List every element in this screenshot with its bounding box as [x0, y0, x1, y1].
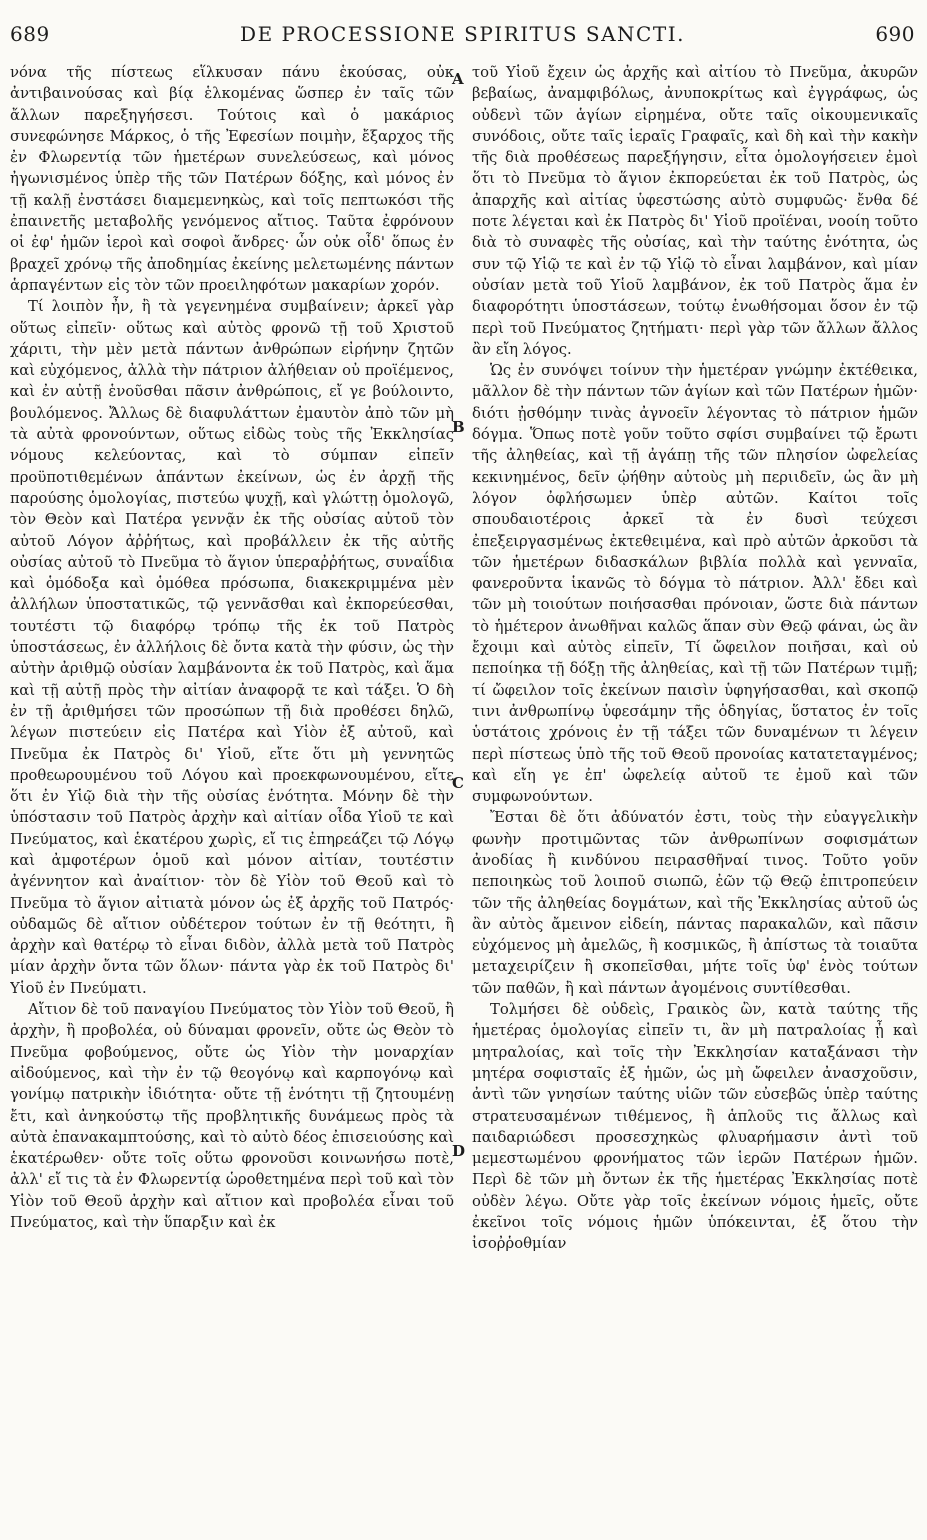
- paragraph: τοῦ Υἱοῦ ἔχειν ὡς ἀρχῆς καὶ αἰτίου τὸ Πνεῦμα, ἀκυρῶν βεβαίως, ἀναμφιβόλως, ἀνυποκρίτως καὶ ἐγγράφως, ὡς οὐδενὶ τῶν ἁγίων εἰρημένα, οὔτε ταῖς οἰκουμενικαῖς συνόδοις, οὔτε ταῖς ἱεραῖς Γραφαῖς, καὶ δὴ καὶ τὴν κακὴν τῆς διὰ προθέσεως παρεξήγησιν, εἶτα ὁμολογήσειεν ἐμοὶ ὅτι τὸ Πνεῦμα τὸ ἅγιον ἐκπορεύεται ἐκ τοῦ Πατρὸς, ὡς ἀπαρχῆς καὶ αἰτίας ὑφεστώσης αὐτὸ συμφυῶς· ἔνθα δέ ποτε λέγεται καὶ ἐκ Πατρὸς δι' Υἱοῦ προϊέναι, νοοίη τοῦτο διὰ τὸ συναφὲς τῆς οὐσίας, καὶ τὴν ταύτης ἑνότητα, ὡς συν τῷ Υἱῷ τε καὶ ἐν τῷ Υἱῷ τὸ εἶναι λαμβάνον, καὶ μίαν οὐσίαν μετὰ τοῦ Υἱοῦ λαμβάνον, ἐκ τοῦ Πατρὸς ἅμα ἐν διαφορότητι ὑποστάσεων, τούτῳ ἑνωθήσομαι ὅσον ἐν τῷ περὶ τοῦ Πνεύματος ζητήματι· περὶ γὰρ τῶν ἄλλων ἄλλος ἂν εἴη λόγος.: [472, 64, 918, 358]
- section-marker-b: B: [452, 418, 465, 436]
- paragraph: Ἔσται δὲ ὅτι ἀδύνατόν ἐστι, τοὺς τὴν εὐαγγελικὴν φωνὴν προτιμῶντας τῶν ἀνθρωπίνων σοφισμάτων ἀνοδίας ἢ κινδύνου πειρασθῆναί τινος. Τοῦτο γοῦν πεποιηκὼς τοῦ λοιποῦ σιωπῶ, ἐῶν τῷ Θεῷ ἐπιτροπεύειν τῶν τῆς ἀληθείας δογμάτων, καὶ τῆς Ἐκκλησίας αὐτοῦ ὡς ἂν αὐτὸς ἄμεινον εἰδείη, πάντας παρακαλῶν, καὶ πᾶσιν εὐχόμενος μὴ ἀμελῶς, ἢ κοσμικῶς, ἢ ἀπίστως τὰ τοιαῦτα μεταχειρίζειν ἢ σκοπεῖσθαι, μήτε τοῖς ὑφ' ἑνὸς τούτων τῶν παθῶν, ἢ καὶ πάντων ἀγομένοις συντίθεσθαι.: [472, 809, 918, 997]
- section-marker-d: D: [452, 1142, 466, 1160]
- section-marker-a: A: [452, 70, 464, 88]
- paragraph: Τολμήσει δὲ οὐδεὶς, Γραικὸς ὢν, κατὰ ταύτης τῆς ἡμετέρας ὁμολογίας εἰπεῖν τι, ἂν μὴ πατραλοίας ᾖ καὶ μητραλοίας, καὶ τοῖς τὴν Ἐκκλησίαν καταξάνασι τὴν μητέρα σοφισταῖς ἐξ ἡμῶν, ὡς μὴ ὤφειλεν ἀνασχοῦσιν, ἀντὶ τῶν γνησίων ταύτης υἱῶν τῶν εὐσεβῶς ὑπὲρ ταύτης στρατευσαμένων τιθέμενος, ἢ ἁπλοῦς τις ἄλλως καὶ παιδαριώδεσι προσεσχηκὼς φλυαρήμασιν ἀντὶ τοῦ μεμεστωμένου φρονήματος τῶν ἱερῶν Πατέρων ἡμῶν. Περὶ δὲ τῶν μὴ ὄντων ἐκ τῆς ἡμετέρας Ἐκκλησίας ποτὲ οὐδὲν λέγω. Οὔτε γὰρ τοῖς ἐκείνων νόμοις ἡμεῖς, οὔτε ἐκεῖνοι τοῖς νόμοις ἡμῶν ὑπόκεινται, ἐξ ὅτου τὴν ἰσοῤῥοθμίαν: [472, 1001, 918, 1253]
- page-header: [10, 14, 915, 54]
- paragraph: Αἴτιον δὲ τοῦ παναγίου Πνεύματος τὸν Υἱὸν τοῦ Θεοῦ, ἢ ἀρχὴν, ἢ προβολέα, οὐ δύναμαι φρονεῖν, οὔτε ὡς Θεὸν τὸ Πνεῦμα φοβούμενος, οὔτε ὡς Υἱὸν τὴν μοναρχίαν αἰδούμενος, καὶ τὴν ἐν τῷ θεογόνῳ καὶ καρπογόνῳ καὶ γονίμῳ πατρικὴν ἰδιότητα· οὔτε τῇ ἑνότητι τῇ ζητουμένῃ ἔτι, καὶ ἀνηκούστῳ τῆς προβλητικῆς δυνάμεως πρὸς τὰ αὐτὰ ἐπανακαμπτούσης, καὶ τὸ αὐτὸ δέος ἐπισειούσης καὶ ἑκατέρωθεν· οὔτε τοῖς οὕτω φρονοῦσι κοινωνήσω ποτὲ, ἀλλ' εἴ τις τὰ ἐν Φλωρεντίᾳ ὡροθετημένα περὶ τοῦ καὶ τὸν Υἱὸν τοῦ Θεοῦ ἀρχὴν καὶ αἴτιον καὶ προβολέα εἶναι τοῦ Πνεύματος, καὶ τὴν ὕπαρξιν καὶ ἐκ: [10, 1001, 454, 1232]
- left-column: [10, 62, 454, 1532]
- paragraph: Τί λοιπὸν ἦν, ἢ τὰ γεγενημένα συμβαίνειν; ἀρκεῖ γὰρ οὕτως εἰπεῖν· οὕτως καὶ αὐτὸς φρονῶ τῇ τοῦ Χριστοῦ χάριτι, τὴν μὲν μετὰ πάντων ἀνθρώπων εἰρήνην ζητῶν καὶ εὐχόμενος, ἀλλὰ τὴν πάτριον ἀλήθειαν οὐ προϊέμενος, καὶ ἐν αὐτῇ ἑνοῦσθαι πᾶσιν ἀνθρώποις, εἴ γε βούλοιντο, βουλόμενος. Ἄλλως δὲ διαφυλάττων ἐμαυτὸν ἀπὸ τῶν μὴ τὰ αὐτὰ φρονούντων, οὕτως εἰδὼς τοὺς τῆς Ἐκκλησίας νόμους κελεύοντας, καὶ τὸ σύμπαν εἰπεῖν προϋποτιθεμένων ἁπάντων ἐκείνων, ὡς ἐν ἀρχῇ τῆς παρούσης ὁμολογίας, πιστεύω ψυχῇ, καὶ γλώττῃ ὁμολογῶ, τὸν Θεὸν καὶ Πατέρα γεννᾷν ἐκ τῆς οὐσίας αὐτοῦ τὸν αὐτοῦ Λόγον ἀῤῥήτως, καὶ προβάλλειν ἐκ τῆς αὐτῆς οὐσίας αὐτοῦ τὸ Πνεῦμα τὸ ἅγιον ὑπεραῤῥήτως, συναΐδια καὶ ὁμόδοξα καὶ ὁμόθεα πρόσωπα, διακεκριμμένα μὲν ἀλλήλων ὑποστατικῶς, τῷ γεννᾶσθαι καὶ ἐκπορεύεσθαι, τουτέστι τῷ διαφόρῳ τρόπῳ τῆς ἐκ τοῦ Πατρὸς ὑποστάσεως, ἐν ἀλλήλοις δὲ ὄντα κατὰ τὴν φύσιν, ὡς τὴν αὐτὴν ἀριθμῷ οὐσίαν λαμβάνοντα ἐκ τοῦ Πατρὸς, καὶ ἅμα καὶ τῇ αὐτῇ πρὸς τὴν αἰτίαν ἀναφορᾷ τε καὶ τάξει. Ὁ δὴ ἐν τῇ ἀριθμήσει τῶν προσώπων τῇ διὰ προθέσει δηλῶ, λέγων πιστεύειν εἰς Πατέρα καὶ Υἱὸν ἐξ αὐτοῦ, καὶ Πνεῦμα ἐκ Πατρὸς δι' Υἱοῦ, εἴτε ὅτι μὴ γεννητῶς προθεωρουμένου τοῦ Λόγου καὶ προεκφωνουμένου, εἴτε ὅτι ἐν Υἱῷ διὰ τὴν τῆς οὐσίας ἑνότητα. Μόνην δὲ τὴν ὑπόστασιν τοῦ Πατρὸς ἀρχὴν καὶ αἰτίαν οἶδα Υἱοῦ τε καὶ Πνεύματος, καὶ ἑκατέρου χωρὶς, εἴ τις ἐπηρεάζει τῷ Λόγῳ καὶ ἀμφοτέρων ὁμοῦ καὶ μόνον αἰτίαν, τουτέστιν ἀγέννητον καὶ ἀναίτιον· τὸν δὲ Υἱὸν τοῦ Θεοῦ καὶ τὸ Πνεῦμα τὸ ἅγιον αἰτιατὰ μόνον ὡς ἐξ ἀρχῆς τοῦ Πατρός· οὐδαμῶς δὲ αἴτιον οὐδέτερον τούτων ἐν τῇ θεότητι, ἢ ἀρχὴν καὶ θατέρῳ τὸ εἶναι διδὸν, ἀλλὰ μετὰ τοῦ Πατρὸς μίαν ἀρχὴν ὄντα τῶν ὅλων· πάντα γὰρ ἐκ τοῦ Πατρὸς δι' Υἱοῦ ἐν Πνεύματι.: [10, 298, 454, 997]
- page-number-right: 690: [875, 22, 915, 46]
- section-marker-c: C: [452, 774, 464, 792]
- paragraph: Ὡς ἐν συνόψει τοίνυν τὴν ἡμετέραν γνώμην ἐκτέθεικα, μᾶλλον δὲ τὴν πάντων τῶν ἁγίων καὶ τῶν Πατέρων ἡμῶν· διότι ᾐσθόμην τινὰς ἀγνοεῖν λέγοντας τὸ πάτριον ἡμῶν δόγμα. Ὅπως ποτὲ γοῦν τοῦτο σφίσι συμβαίνει τῷ ἔρωτι τῆς ἀληθείας, καὶ τῇ ἀγάπῃ τῆς τῶν πλησίον ὠφελείας κεκινημένος, δεῖν ᾠήθην αὐτοὺς μὴ περιιδεῖν, ὡς ἂν μὴ λόγον ὀφλήσωμεν ὑπὲρ αὐτῶν. Καίτοι τοῖς σπουδαιοτέροις ἀρκεῖ τὰ ἐν δυσὶ τεύχεσι ἐπεξειργασμένως ἐκτεθειμένα, καὶ πρὸ αὐτῶν ἀρκοῦσι τὰ τῶν ἡμετέρων διδασκάλων βιβλία πολλὰ καὶ γενναῖα, φανεροῦντα ἱκανῶς τὸ δόγμα τὸ πάτριον. Ἀλλ' ἔδει καὶ τῶν μὴ τοιούτων ποιήσασθαι πρόνοιαν, ὥστε διὰ πάντων τὸ ἡμέτερον ἀνωθῆναι καλῶς ἅπαν σὺν Θεῷ φάναι, ὡς ἂν ἔχοιμι καὶ αὐτὸς εἰπεῖν, Τί ὤφειλον ποιῆσαι, καὶ οὐ πεποίηκα τῇ δόξῃ τῆς ἀληθείας, καὶ τῇ τῶν Πατέρων τιμῇ; τί ὤφειλον τοῖς ἐκείνων παισὶν ὑφηγήσασθαι, καὶ σκοπῷ τινι ἀνθρωπίνῳ ὑφεσάμην τῆς ὁδηγίας, ὕστατος ἐν τοῖς ὑστάτοις χρόνοις ἐν τῇ τάξει τῶν δυναμένων τι λέγειν περὶ πίστεως ὑπὸ τῆς τοῦ Θεοῦ προνοίας κατατεταγμένος; καὶ εἴη γε ἐπ' ὠφελείᾳ αὐτοῦ τε ἐμοῦ καὶ τῶν συμφωνούντων.: [472, 362, 918, 806]
- page-number-left: 689: [10, 22, 50, 46]
- paragraph: νόνα τῆς πίστεως εἵλκυσαν πάνυ ἑκούσας, οὐκ ἀντιβαινούσας καὶ βίᾳ ἑλκομένας ὥσπερ ἐν ταῖς τῶν ἄλλων παρεξηγήσεσι. Τούτοις καὶ ὁ μακάριος συνεφώνησε Μάρκος, ὁ τῆς Ἐφεσίων ποιμὴν, ἔξαρχος τῆς ἐν Φλωρεντίᾳ τῶν ἡμετέρων συνελεύσεως, καὶ μόνος ἠγωνισμένος ὑπὲρ τῆς τῶν Πατέρων δόξης, καὶ μόνος ἐν τῇ καλῇ ἐνστάσει διαμεμενηκὼς, καὶ τοῖς πεπτωκόσι τῆς ἐπαινετῆς μεταβολῆς γενόμενος αἴτιος. Ταῦτα ἐφρόνουν οἱ ἐφ' ἡμῶν ἱεροὶ καὶ σοφοὶ ἄνδρες· ὧν οὐκ οἶδ' ὅπως ἐν βραχεῖ χρόνῳ τῆς ἀποδημίας ἐκείνης μελετωμένης πάντων ἁρπαγέντων εἰς τὸν τῶν προειληφότων μακαρίων χορόν.: [10, 64, 454, 294]
- right-column: [472, 62, 918, 1532]
- running-title: DE PROCESSIONE SPIRITUS SANCTI.: [240, 22, 685, 46]
